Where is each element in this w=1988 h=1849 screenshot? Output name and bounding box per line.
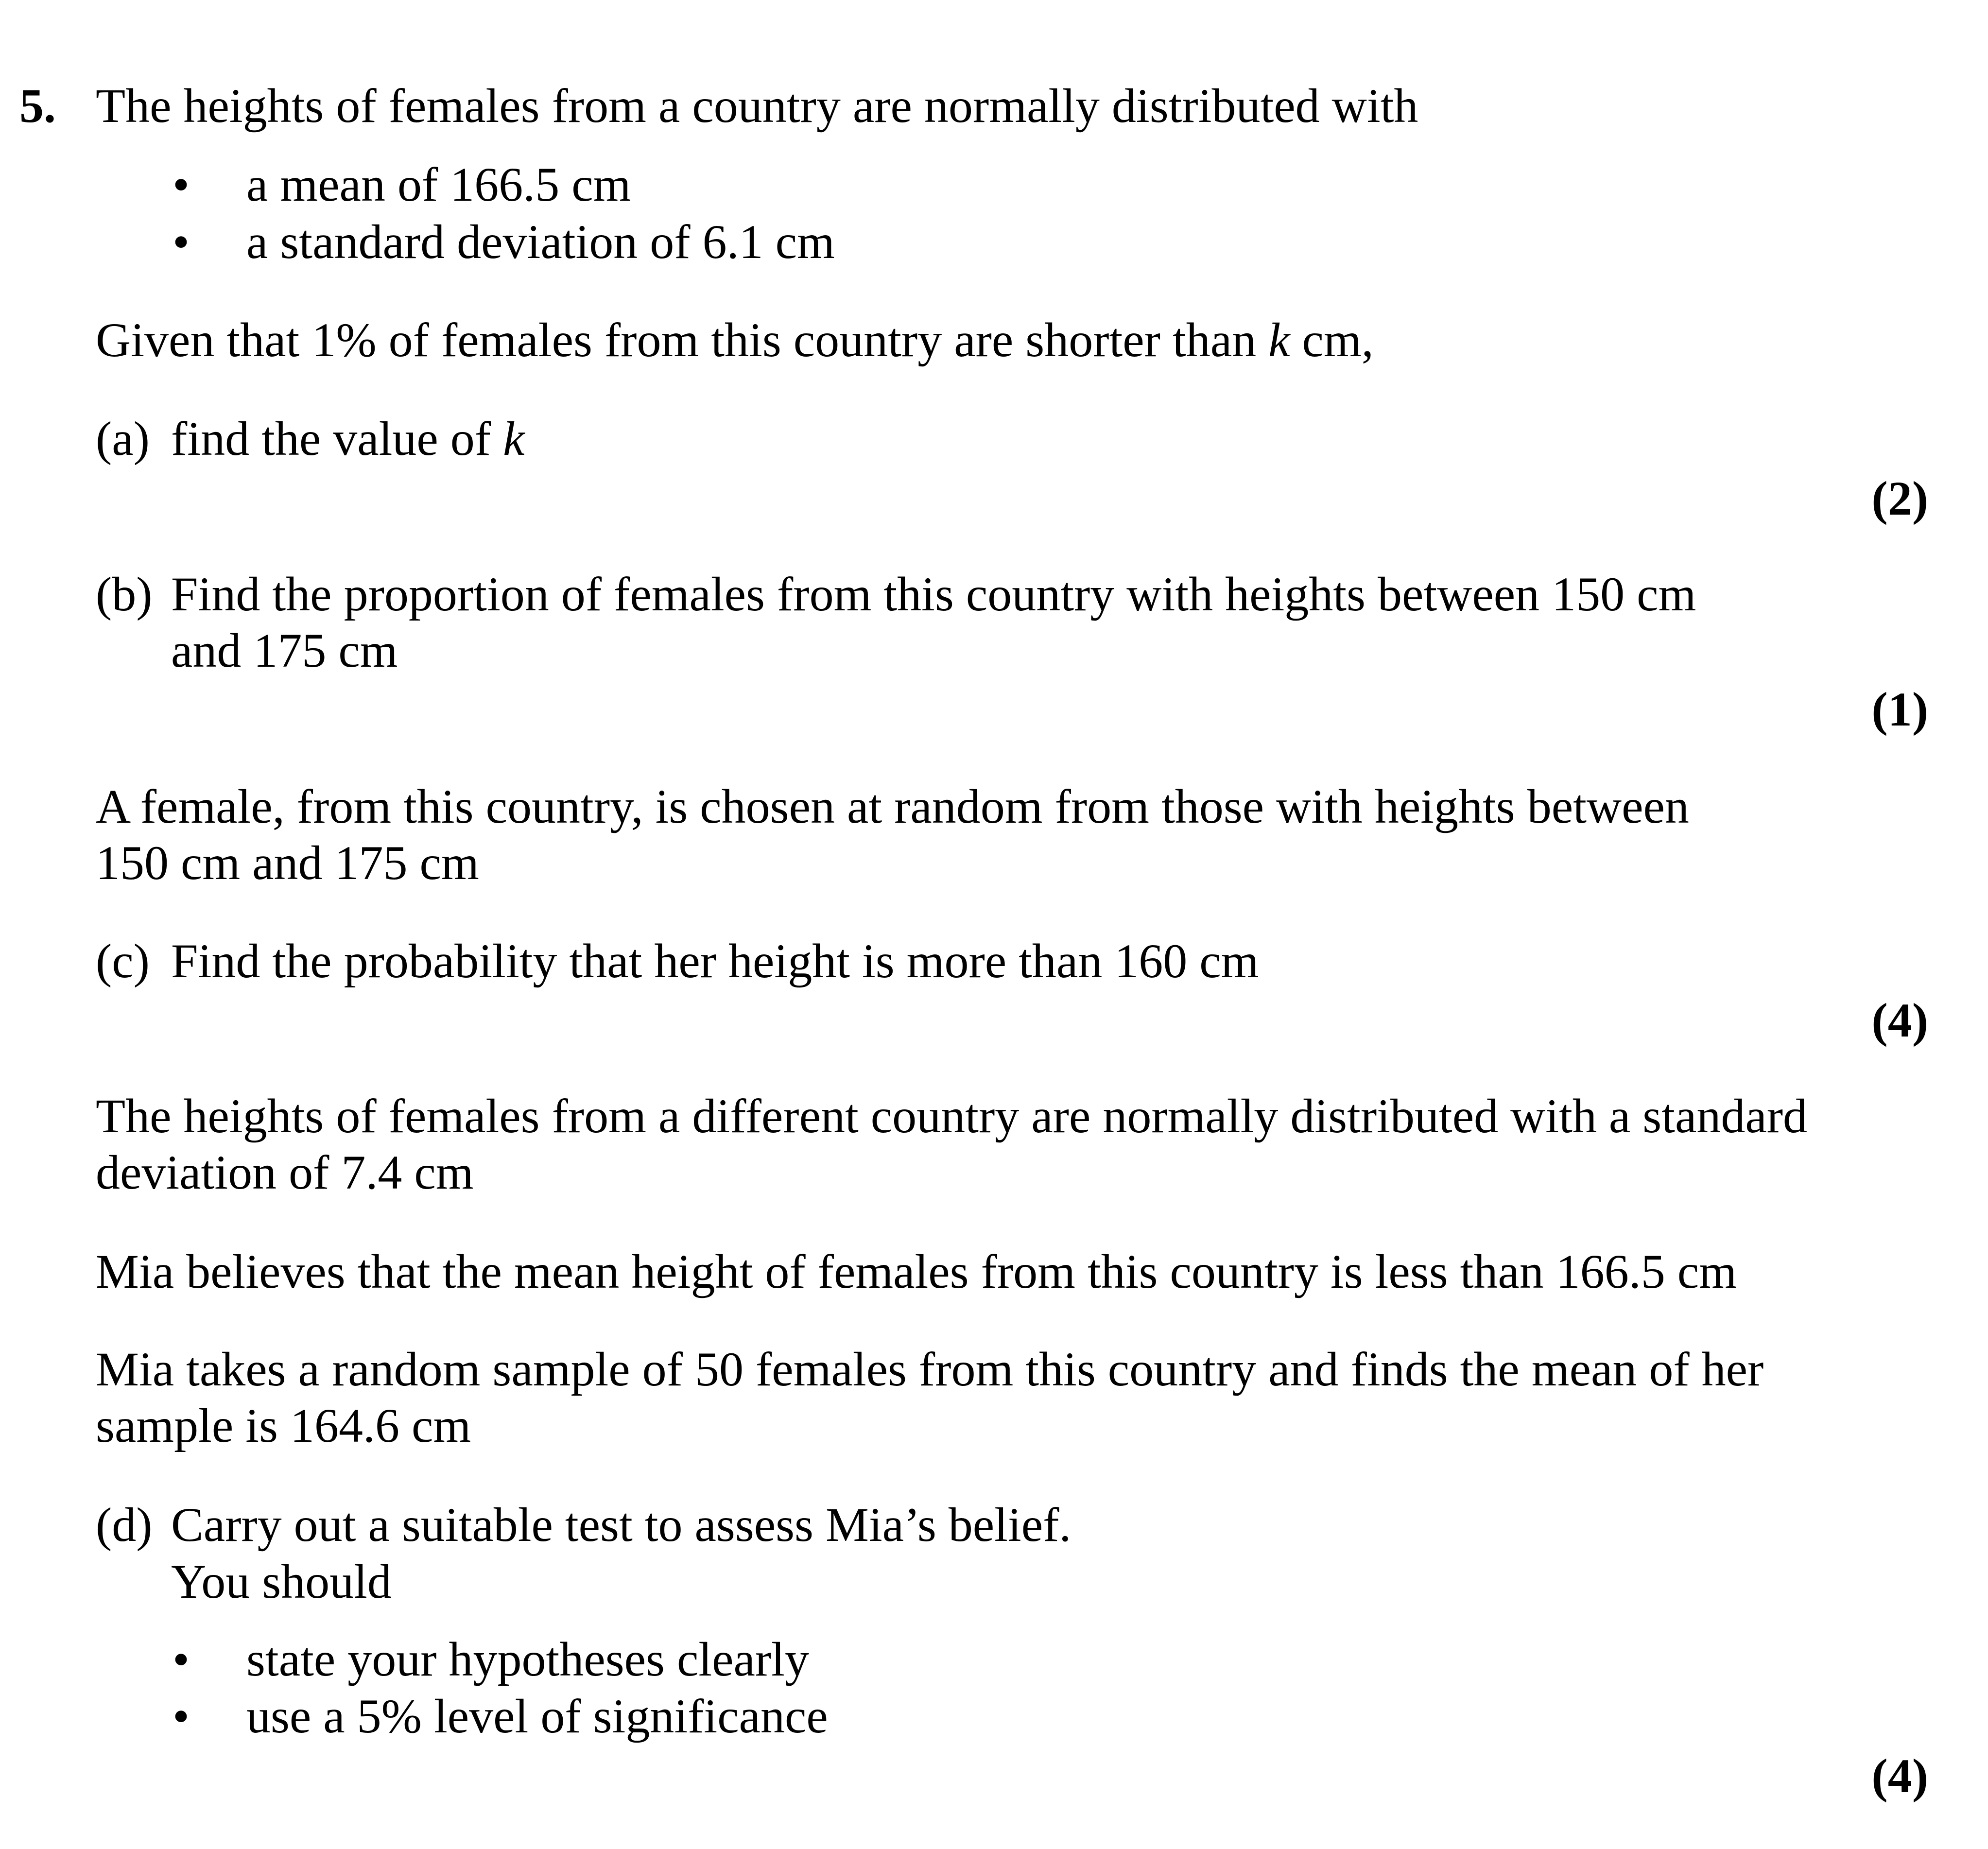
bullet-icon: •	[173, 1689, 190, 1743]
part-c-marks: (4)	[1871, 993, 1928, 1047]
part-d-line2: You should	[171, 1555, 392, 1608]
part-a-marks: (2)	[1871, 471, 1928, 525]
bullet-sd: a standard deviation of 6.1 cm	[246, 215, 835, 269]
bullet-mean: a mean of 166.5 cm	[246, 157, 631, 211]
bullet-icon: •	[173, 1632, 190, 1686]
part-c-label: (c)	[96, 934, 150, 988]
bullet-icon: •	[173, 157, 190, 211]
part-a-text-main: find the value of	[171, 412, 503, 466]
given-text-start: Given that 1% of females from this country are shorter than	[96, 313, 1269, 367]
context-d-p2: Mia believes that the mean height of females from this country is less than 166.5 cm	[96, 1244, 1737, 1298]
context-d-p3-line2: sample is 164.6 cm	[96, 1399, 471, 1452]
part-b-line2: and 175 cm	[171, 623, 398, 677]
part-d-bullet-significance: use a 5% level of significance	[246, 1689, 828, 1743]
context-d-p3-line1: Mia takes a random sample of 50 females from this country and finds the mean of her	[96, 1342, 1764, 1396]
question-intro: The heights of females from a country are normally distributed with	[96, 79, 1418, 133]
part-b-marks: (1)	[1871, 682, 1928, 736]
part-a-variable: k	[503, 412, 525, 466]
part-d-label: (d)	[96, 1498, 153, 1552]
part-a-text	[171, 412, 525, 466]
part-a-label: (a)	[96, 412, 150, 466]
context-d-p1-line1: The heights of females from a different country are normally distributed with a standard	[96, 1089, 1808, 1143]
bullet-icon: •	[173, 215, 190, 269]
part-d-line1: Carry out a suitable test to assess Mia’s belief.	[171, 1498, 1072, 1552]
question-number: 5.	[19, 79, 56, 133]
context-d-p1-line2: deviation of 7.4 cm	[96, 1145, 474, 1199]
part-b-line1: Find the proportion of females from this country with heights between 150 cm	[171, 567, 1696, 621]
given-text-end: cm,	[1290, 313, 1374, 367]
context-c-line2: 150 cm and 175 cm	[96, 836, 479, 890]
given-statement	[96, 313, 1374, 367]
part-d-bullet-hypotheses: state your hypotheses clearly	[246, 1632, 809, 1686]
part-d-marks: (4)	[1871, 1749, 1928, 1803]
context-c-line1: A female, from this country, is chosen at random from those with heights between	[96, 779, 1689, 833]
part-c-text: Find the probability that her height is more than 160 cm	[171, 934, 1259, 988]
given-variable: k	[1268, 313, 1290, 367]
part-b-label: (b)	[96, 567, 153, 621]
